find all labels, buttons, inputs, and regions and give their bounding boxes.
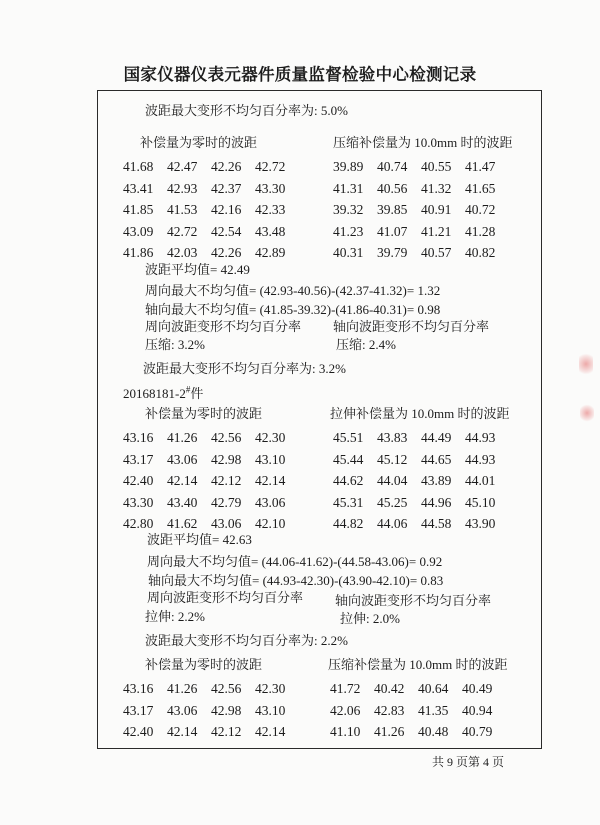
spacing-value: 44.96 (421, 494, 452, 510)
table-row (330, 678, 506, 700)
spacing-value: 41.26 (167, 430, 198, 445)
spacing-value: 44.93 (465, 430, 496, 445)
spacing-value: 42.54 (211, 223, 242, 239)
spacing-average: 波距平均值= 42.49 (145, 262, 250, 277)
axial-max-nonuniformity: 轴向最大不均匀值= (44.93-42.30)-(43.90-42.10)= 0.83 (148, 573, 444, 588)
spacing-value: 44.93 (465, 451, 496, 467)
document-title: 国家仪器仪表元器件质量监督检验中心检测记录 (123, 65, 477, 84)
spacing-value: 40.31 (333, 245, 364, 261)
compression-compensation-title: 压缩补偿量为 10.0mm 时的波距 (328, 657, 508, 672)
spacing-value: 40.56 (377, 180, 408, 196)
spacing-value: 41.07 (377, 223, 408, 239)
spacing-value: 42.79 (211, 494, 242, 510)
axial-pct-value: 拉伸: 2.0% (340, 611, 400, 626)
zero-compensation-spacing-grid (123, 427, 299, 535)
table-row (123, 449, 299, 471)
spacing-value: 40.79 (462, 724, 493, 740)
spacing-value: 42.30 (255, 681, 286, 696)
spacing-value: 42.98 (211, 702, 242, 718)
zero-compensation-title: 补偿量为零时的波距 (145, 657, 263, 672)
spacing-value: 42.72 (167, 223, 198, 239)
spacing-value: 41.35 (418, 702, 449, 718)
page-indicator: 共 9 页第 4 页 (432, 755, 505, 769)
spacing-value: 41.65 (465, 180, 496, 196)
zero-compensation-spacing-grid (123, 678, 299, 743)
part-number-unit: 件 (190, 386, 204, 401)
spacing-value: 40.57 (421, 245, 452, 261)
table-row (123, 700, 299, 722)
tension-compensation-title: 拉伸补偿量为 10.0mm 时的波距 (330, 406, 510, 421)
table-row (333, 427, 509, 449)
spacing-value: 42.37 (211, 180, 242, 196)
tension-spacing-grid (333, 427, 509, 535)
spacing-value: 43.16 (123, 681, 154, 696)
table-row (330, 721, 506, 743)
spacing-value: 39.32 (333, 202, 364, 218)
table-row (123, 221, 299, 243)
spacing-value: 42.14 (167, 473, 198, 489)
spacing-value: 43.06 (167, 451, 198, 467)
spacing-value: 40.48 (418, 724, 449, 740)
max-deformation-summary: 波距最大变形不均匀百分率为: 3.2% (143, 361, 346, 376)
spacing-value: 42.16 (211, 202, 242, 218)
spacing-value: 40.74 (377, 159, 408, 174)
spacing-value: 39.79 (377, 245, 408, 261)
table-row (330, 700, 506, 722)
spacing-value: 43.10 (255, 451, 286, 467)
table-row (333, 513, 509, 535)
spacing-value: 44.65 (421, 451, 452, 467)
part-number-id: 20168181-2 (123, 386, 186, 401)
spacing-value: 41.31 (333, 180, 364, 196)
spacing-value: 45.12 (377, 451, 408, 467)
spacing-value: 41.28 (465, 223, 496, 239)
spacing-value: 42.33 (255, 202, 286, 218)
part-number (123, 386, 203, 402)
spacing-value: 43.17 (123, 702, 154, 718)
zero-compensation-title: 补偿量为零时的波距 (145, 406, 263, 421)
zero-compensation-spacing-grid (123, 156, 299, 264)
spacing-value: 40.82 (465, 245, 496, 261)
spacing-value: 45.51 (333, 430, 364, 445)
spacing-value: 39.85 (377, 202, 408, 218)
spacing-value: 42.56 (211, 430, 242, 445)
table-row (333, 242, 509, 264)
spacing-value: 41.62 (167, 516, 198, 532)
spacing-value: 43.09 (123, 223, 154, 239)
spacing-value: 41.47 (465, 159, 496, 174)
spacing-value: 40.64 (418, 681, 449, 696)
spacing-value: 40.91 (421, 202, 452, 218)
spacing-value: 42.12 (211, 473, 242, 489)
spacing-value: 42.80 (123, 516, 154, 532)
max-deformation-summary: 波距最大变形不均匀百分率为: 2.2% (145, 633, 348, 648)
spacing-average: 波距平均值= 42.63 (147, 532, 252, 547)
circumferential-pct-label: 周向波距变形不均匀百分率 (147, 590, 304, 605)
max-deformation-summary: 波距最大变形不均匀百分率为: 5.0% (145, 103, 348, 118)
axial-max-nonuniformity: 轴向最大不均匀值= (41.85-39.32)-(41.86-40.31)= 0.98 (145, 302, 441, 317)
spacing-value: 44.58 (421, 516, 452, 532)
spacing-value: 42.30 (255, 430, 286, 445)
compression-spacing-grid (333, 156, 509, 264)
compression-compensation-title: 压缩补偿量为 10.0mm 时的波距 (333, 135, 513, 150)
spacing-value: 41.32 (421, 180, 452, 196)
spacing-value: 41.72 (330, 681, 361, 696)
spacing-value: 44.01 (465, 473, 496, 489)
spacing-value: 43.89 (421, 473, 452, 489)
spacing-value: 43.06 (255, 494, 286, 510)
spacing-value: 45.44 (333, 451, 364, 467)
compression-spacing-grid (330, 678, 506, 743)
spacing-value: 43.16 (123, 430, 154, 445)
spacing-value: 43.40 (167, 494, 198, 510)
spacing-value: 41.26 (167, 681, 198, 696)
spacing-value: 44.49 (421, 430, 452, 445)
table-row (123, 199, 299, 221)
spacing-value: 42.47 (167, 159, 198, 174)
spacing-value: 41.68 (123, 159, 154, 174)
spacing-value: 45.10 (465, 494, 496, 510)
spacing-value: 42.26 (211, 245, 242, 261)
spacing-value: 41.23 (333, 223, 364, 239)
circumferential-pct-value: 压缩: 3.2% (145, 337, 205, 352)
spacing-value: 45.31 (333, 494, 364, 510)
spacing-value: 39.89 (333, 159, 364, 174)
spacing-value: 44.82 (333, 516, 364, 532)
spacing-value: 42.14 (255, 724, 286, 740)
table-row (123, 470, 299, 492)
spacing-value: 43.06 (167, 702, 198, 718)
seal-fragment (579, 352, 593, 376)
spacing-value: 42.06 (330, 702, 361, 718)
spacing-value: 41.26 (374, 724, 405, 740)
spacing-value: 44.04 (377, 473, 408, 489)
table-row (333, 199, 509, 221)
spacing-value: 42.89 (255, 245, 286, 261)
spacing-value: 42.14 (255, 473, 286, 489)
table-row (123, 427, 299, 449)
axial-pct-value: 压缩: 2.4% (336, 337, 396, 352)
spacing-value: 45.25 (377, 494, 408, 510)
part-number-mark: # (185, 384, 191, 395)
spacing-value: 43.48 (255, 223, 286, 239)
spacing-value: 43.10 (255, 702, 286, 718)
table-row (123, 721, 299, 743)
circumferential-max-nonuniformity: 周向最大不均匀值= (42.93-40.56)-(42.37-41.32)= 1.32 (145, 283, 441, 298)
spacing-value: 43.06 (211, 516, 242, 532)
spacing-value: 43.41 (123, 180, 154, 196)
table-row (333, 492, 509, 514)
spacing-value: 42.12 (211, 724, 242, 740)
spacing-value: 41.86 (123, 245, 154, 261)
spacing-value: 41.85 (123, 202, 154, 218)
spacing-value: 42.14 (167, 724, 198, 740)
table-row (123, 178, 299, 200)
spacing-value: 41.53 (167, 202, 198, 218)
spacing-value: 42.10 (255, 516, 286, 532)
spacing-value: 40.55 (421, 159, 452, 174)
table-row (123, 242, 299, 264)
table-row (123, 492, 299, 514)
spacing-value: 40.42 (374, 681, 405, 696)
spacing-value: 42.98 (211, 451, 242, 467)
table-row (333, 221, 509, 243)
spacing-value: 44.62 (333, 473, 364, 489)
spacing-value: 40.94 (462, 702, 493, 718)
seal-fragment (580, 404, 594, 422)
spacing-value: 41.21 (421, 223, 452, 239)
spacing-value: 40.72 (465, 202, 496, 218)
table-row (333, 470, 509, 492)
spacing-value: 42.03 (167, 245, 198, 261)
circumferential-max-nonuniformity: 周向最大不均匀值= (44.06-41.62)-(44.58-43.06)= 0.92 (147, 554, 443, 569)
table-row (123, 156, 299, 178)
spacing-value: 42.56 (211, 681, 242, 696)
table-row (333, 449, 509, 471)
axial-pct-label: 轴向波距变形不均匀百分率 (335, 593, 492, 608)
spacing-value: 42.72 (255, 159, 286, 174)
circumferential-pct-label: 周向波距变形不均匀百分率 (145, 319, 302, 334)
table-row (333, 178, 509, 200)
spacing-value: 42.93 (167, 180, 198, 196)
zero-compensation-title: 补偿量为零时的波距 (140, 135, 258, 150)
spacing-value: 42.40 (123, 724, 154, 740)
spacing-value: 41.10 (330, 724, 361, 740)
spacing-value: 44.06 (377, 516, 408, 532)
spacing-value: 40.49 (462, 681, 493, 696)
spacing-value: 43.30 (123, 494, 154, 510)
spacing-value: 43.30 (255, 180, 286, 196)
axial-pct-label: 轴向波距变形不均匀百分率 (333, 319, 490, 334)
spacing-value: 42.26 (211, 159, 242, 174)
table-row (333, 156, 509, 178)
table-row (123, 678, 299, 700)
spacing-value: 43.83 (377, 430, 408, 445)
spacing-value: 42.83 (374, 702, 405, 718)
spacing-value: 42.40 (123, 473, 154, 489)
circumferential-pct-value: 拉伸: 2.2% (145, 609, 205, 624)
spacing-value: 43.17 (123, 451, 154, 467)
spacing-value: 43.90 (465, 516, 496, 532)
